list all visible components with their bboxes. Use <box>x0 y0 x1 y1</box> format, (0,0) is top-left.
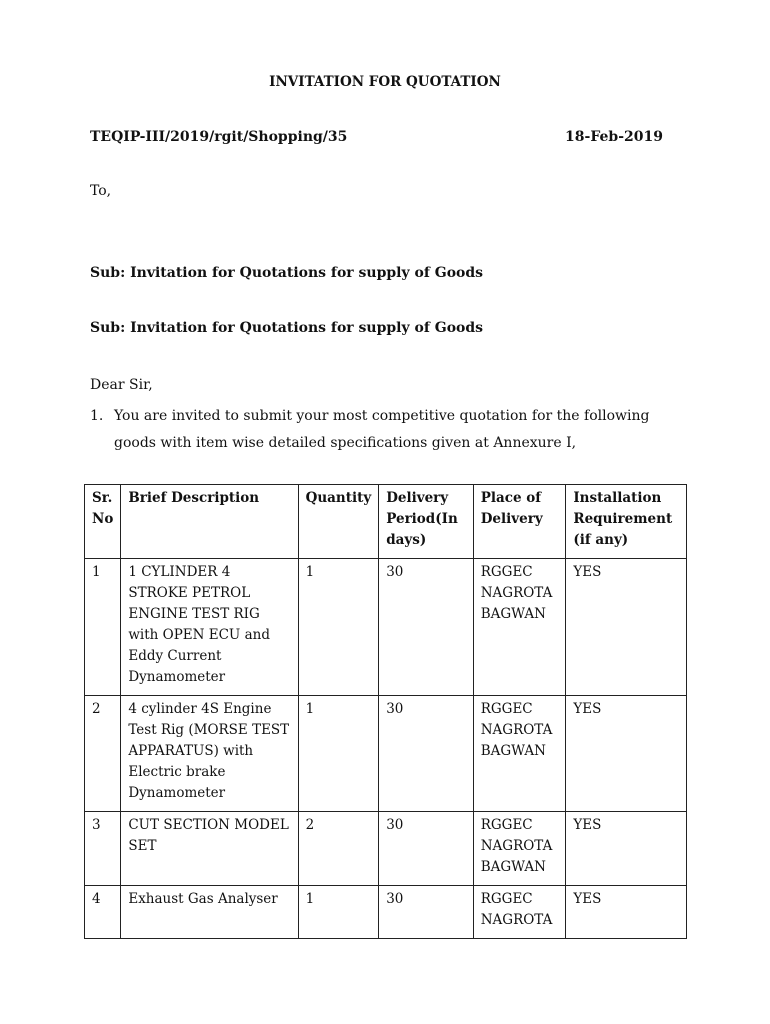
header-installation: Installation Requirement (if any) <box>566 485 687 559</box>
cell-sr-no: 4 <box>85 886 121 939</box>
cell-installation: YES <box>566 886 687 939</box>
cell-installation: YES <box>566 812 687 886</box>
header-description: Brief Description <box>121 485 298 559</box>
cell-delivery-period: 30 <box>379 559 474 696</box>
cell-description: 1 CYLINDER 4 STROKE PETROL ENGINE TEST RIG with OPEN ECU and Eddy Current Dynamometer <box>121 559 298 696</box>
cell-place-of-delivery: RGGEC NAGROTA BAGWAN <box>473 559 566 696</box>
header-delivery-period: Delivery Period(In days) <box>379 485 474 559</box>
header-quantity: Quantity <box>298 485 379 559</box>
cell-delivery-period: 30 <box>379 812 474 886</box>
table-row <box>85 812 687 886</box>
cell-installation: YES <box>566 559 687 696</box>
goods-table <box>84 484 687 939</box>
document-date: 18-Feb-2019 <box>565 129 663 145</box>
cell-sr-no: 3 <box>85 812 121 886</box>
cell-place-of-delivery: RGGEC NAGROTA BAGWAN <box>473 696 566 812</box>
salutation: Dear Sir, <box>90 377 153 393</box>
cell-installation: YES <box>566 696 687 812</box>
paragraph-number: 1. <box>90 408 104 424</box>
table-row <box>85 559 687 696</box>
header-place-of-delivery: Place of Delivery <box>473 485 566 559</box>
cell-sr-no: 1 <box>85 559 121 696</box>
cell-place-of-delivery: RGGEC NAGROTA BAGWAN <box>473 812 566 886</box>
cell-sr-no: 2 <box>85 696 121 812</box>
cell-description: CUT SECTION MODEL SET <box>121 812 298 886</box>
paragraph-text: You are invited to submit your most competitive quotation for the following goods with item wise detailed specifications given at Annexure I, <box>114 408 650 451</box>
subject-line: Sub: Invitation for Quotations for supply of Goods <box>90 265 484 281</box>
cell-quantity: 1 <box>298 886 379 939</box>
document-title: INVITATION FOR QUOTATION <box>269 74 501 90</box>
reference-number: TEQIP-III/2019/rgit/Shopping/35 <box>90 129 348 145</box>
cell-delivery-period: 30 <box>379 886 474 939</box>
cell-place-of-delivery: RGGEC NAGROTA <box>473 886 566 939</box>
table-row <box>85 886 687 939</box>
cell-quantity: 1 <box>298 559 379 696</box>
cell-quantity: 1 <box>298 696 379 812</box>
table-header-row <box>85 485 687 559</box>
cell-delivery-period: 30 <box>379 696 474 812</box>
cell-description: Exhaust Gas Analyser <box>121 886 298 939</box>
header-sr-no: Sr. No <box>85 485 121 559</box>
addressee-line: To, <box>90 183 112 199</box>
subject-line-repeat: Sub: Invitation for Quotations for supply of Goods <box>90 320 484 336</box>
cell-quantity: 2 <box>298 812 379 886</box>
table-row <box>85 696 687 812</box>
cell-description: 4 cylinder 4S Engine Test Rig (MORSE TEST APPARATUS) with Electric brake Dynamometer <box>121 696 298 812</box>
